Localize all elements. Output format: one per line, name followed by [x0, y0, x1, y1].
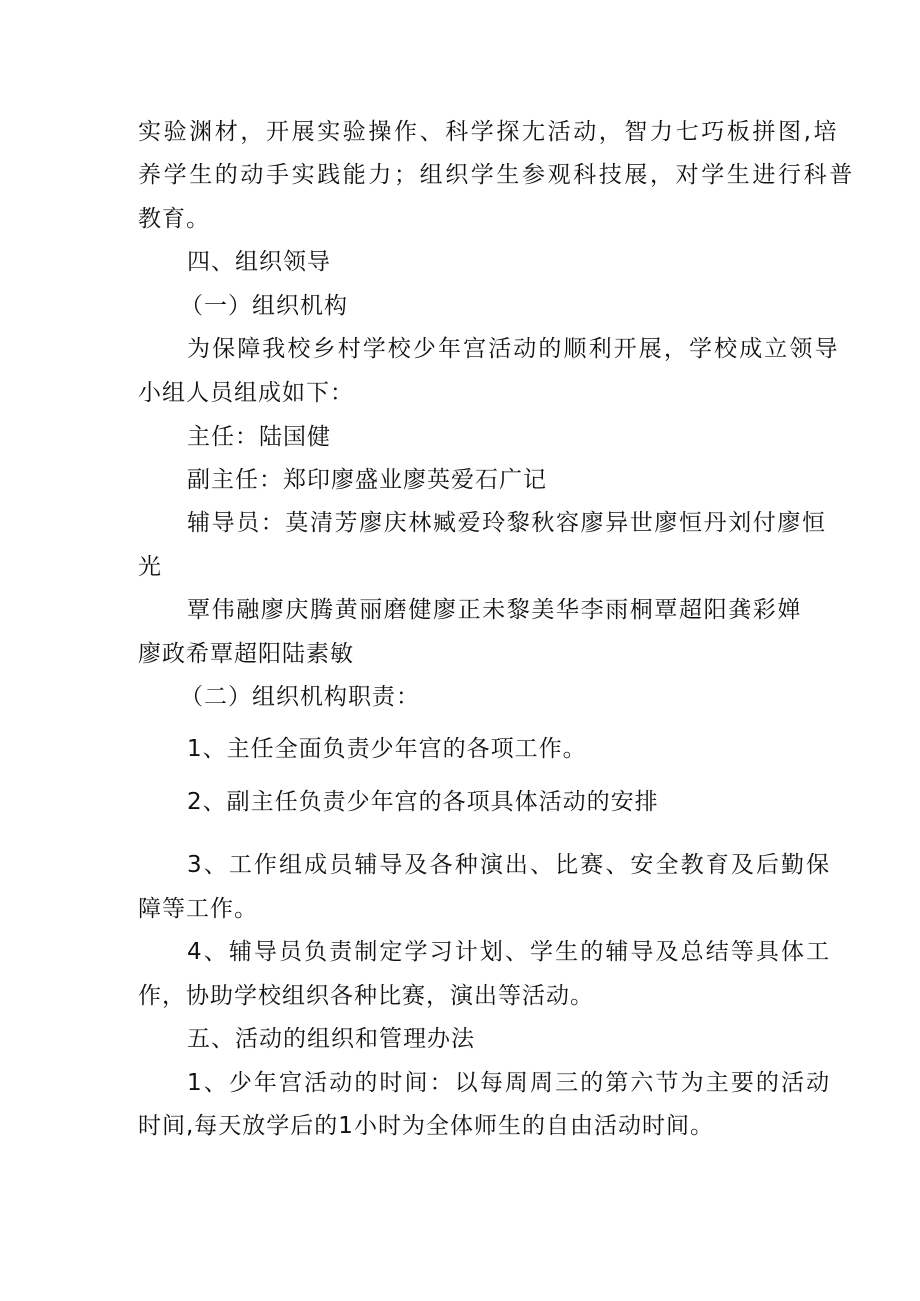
- subsection-2-title: （二）组织机构职责：: [180, 684, 420, 710]
- duty-item-2: 2、副主任负责少年宫的各项具体活动的安排: [187, 789, 659, 815]
- director-line: 主任：陆国健: [187, 424, 331, 450]
- subsection-1-title: （一）组织机构: [180, 293, 348, 319]
- management-item-1-line-1: 1、少年宫活动的时间：以每周周三的第六节为主要的活动: [187, 1070, 832, 1096]
- counselors-line-3: 覃伟融廖庆腾黄丽磨健廖正未黎美华李雨桐覃超阳龚彩婵: [187, 597, 802, 623]
- duty-item-4-line-1: 4、辅导员负责制定学习计划、学生的辅导及总结等具体工: [187, 939, 832, 965]
- duty-item-4-line-2: 作，协助学校组织各种比赛，演出等活动。: [138, 983, 594, 1009]
- duty-item-3-line-1: 3、工作组成员辅导及各种演出、比赛、安全教育及后勤保: [187, 852, 832, 878]
- section-4-title: 四、组织领导: [187, 249, 331, 275]
- management-item-1-line-2: 时间,每天放学后的1小时为全体师生的自由活动时间。: [138, 1113, 714, 1139]
- counselors-line-2: 光: [138, 554, 162, 580]
- duty-item-3-line-2: 障等工作。: [138, 896, 258, 922]
- paragraph-1-line-3: 教育。: [138, 206, 210, 232]
- paragraph-2-line-1: 为保障我校乡村学校少年宫活动的顺利开展，学校成立领导: [187, 336, 840, 362]
- paragraph-1-line-1: 实验渊材，开展实验操作、科学探尢活动，智力七巧板拼图,培: [138, 119, 840, 145]
- duty-item-1: 1、主任全面负责少年宫的各项工作。: [187, 736, 587, 762]
- counselors-line-4: 廖政希覃超阳陆素敏: [138, 641, 354, 667]
- deputy-director-line: 副主任：郑印廖盛业廖英爱石广记: [187, 467, 547, 493]
- section-5-title: 五、活动的组织和管理办法: [187, 1026, 475, 1052]
- paragraph-2-line-2: 小组人员组成如下：: [138, 380, 354, 406]
- counselors-line-1: 辅导员：莫清芳廖庆林臧爱玲黎秋容廖异世廖恒丹刘付廖恒: [187, 510, 827, 536]
- paragraph-1-line-2: 养学生的动手实践能力；组织学生参观科技展，对学生进行科普: [138, 162, 855, 188]
